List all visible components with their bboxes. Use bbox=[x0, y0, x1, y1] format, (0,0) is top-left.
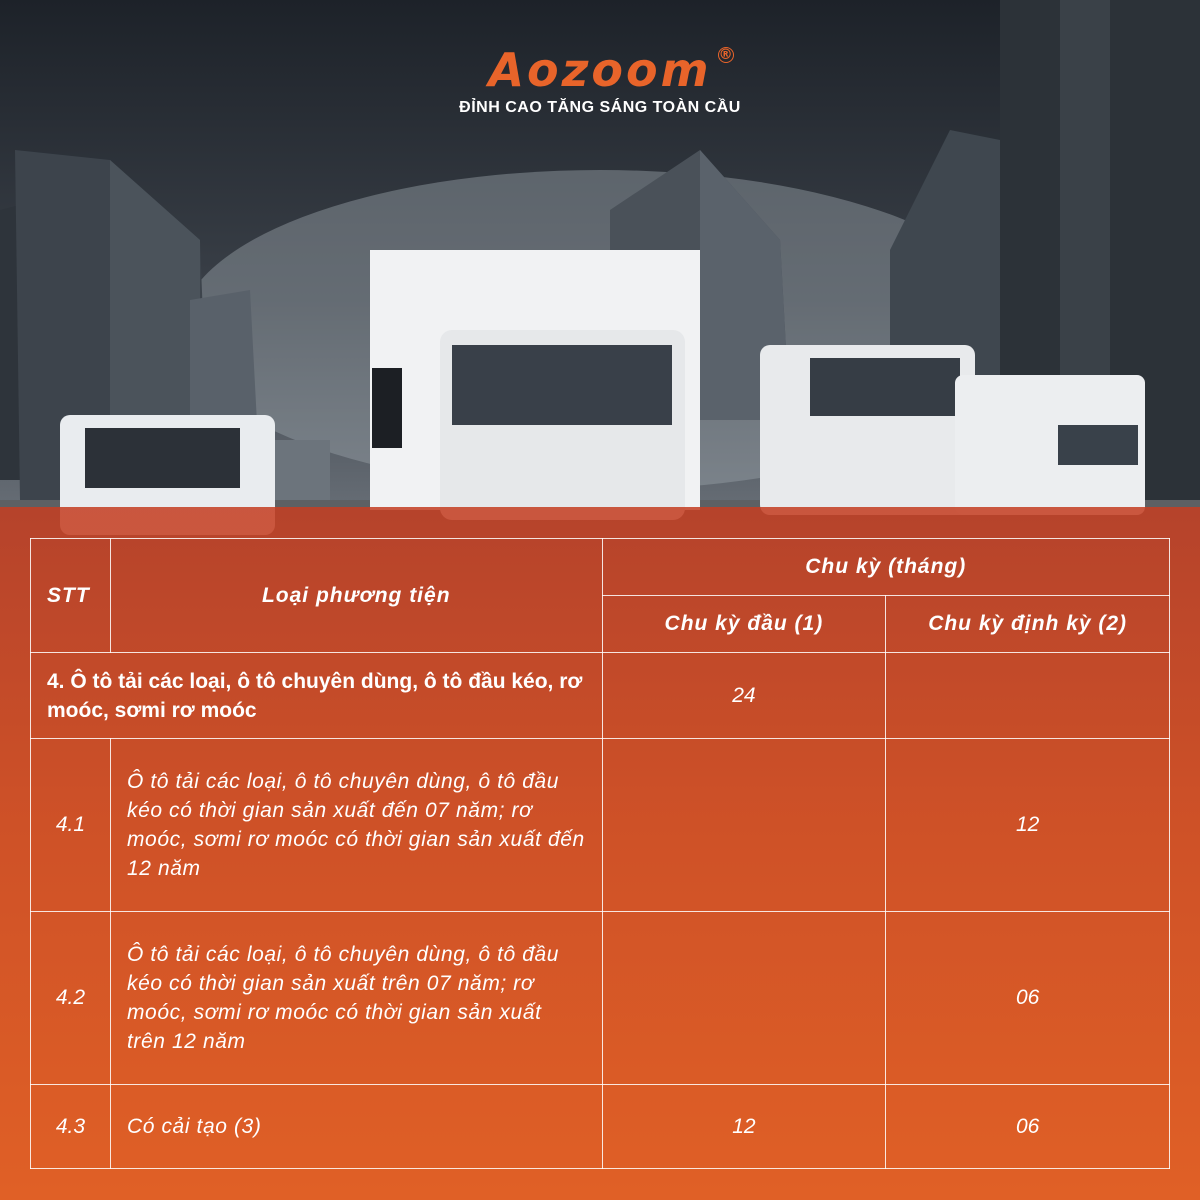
row-cycle-periodic: 12 bbox=[886, 739, 1170, 912]
logo-text: Aozoom bbox=[488, 43, 712, 97]
aozoom-logo bbox=[488, 43, 733, 97]
row-stt: 4.3 bbox=[31, 1085, 111, 1169]
header-stt: STT bbox=[31, 539, 111, 653]
header-cycle-periodic: Chu kỳ định kỳ (2) bbox=[886, 596, 1170, 653]
brand-header bbox=[0, 45, 1200, 117]
table-group-row bbox=[31, 653, 1170, 739]
row-cycle-first bbox=[602, 739, 886, 912]
row-stt: 4.1 bbox=[31, 739, 111, 912]
row-cycle-periodic: 06 bbox=[886, 1085, 1170, 1169]
table-row bbox=[31, 739, 1170, 912]
header-cycle-group: Chu kỳ (tháng) bbox=[602, 539, 1169, 596]
row-cycle-first bbox=[602, 912, 886, 1085]
table-row bbox=[31, 1085, 1170, 1169]
table-header-row bbox=[31, 539, 1170, 596]
row-description: Có cải tạo (3) bbox=[110, 1085, 602, 1169]
row-description: Ô tô tải các loại, ô tô chuyên dùng, ô tô đầu kéo có thời gian sản xuất đến 07 năm; rơ moóc, sơmi rơ moóc có thời gian sản xuất đến 12 năm bbox=[110, 739, 602, 912]
row-description: Ô tô tải các loại, ô tô chuyên dùng, ô tô đầu kéo có thời gian sản xuất trên 07 năm; rơ moóc, sơmi rơ moóc có thời gian sản xuất trên 12 năm bbox=[110, 912, 602, 1085]
group-row-cycle-first: 24 bbox=[602, 653, 886, 739]
group-row-cycle-periodic bbox=[886, 653, 1170, 739]
registered-icon: ® bbox=[718, 47, 733, 63]
header-vehicle-type: Loại phương tiện bbox=[110, 539, 602, 653]
row-stt: 4.2 bbox=[31, 912, 111, 1085]
row-cycle-periodic: 06 bbox=[886, 912, 1170, 1085]
row-cycle-first: 12 bbox=[602, 1085, 886, 1169]
group-row-label: 4. Ô tô tải các loại, ô tô chuyên dùng, ô tô đầu kéo, rơ moóc, sơmi rơ moóc bbox=[31, 653, 603, 739]
brand-tagline: ĐỈNH CAO TĂNG SÁNG TOÀN CẦU bbox=[459, 99, 741, 116]
table-row bbox=[31, 912, 1170, 1085]
header-cycle-first: Chu kỳ đầu (1) bbox=[602, 596, 886, 653]
inspection-cycle-table bbox=[30, 538, 1170, 1169]
